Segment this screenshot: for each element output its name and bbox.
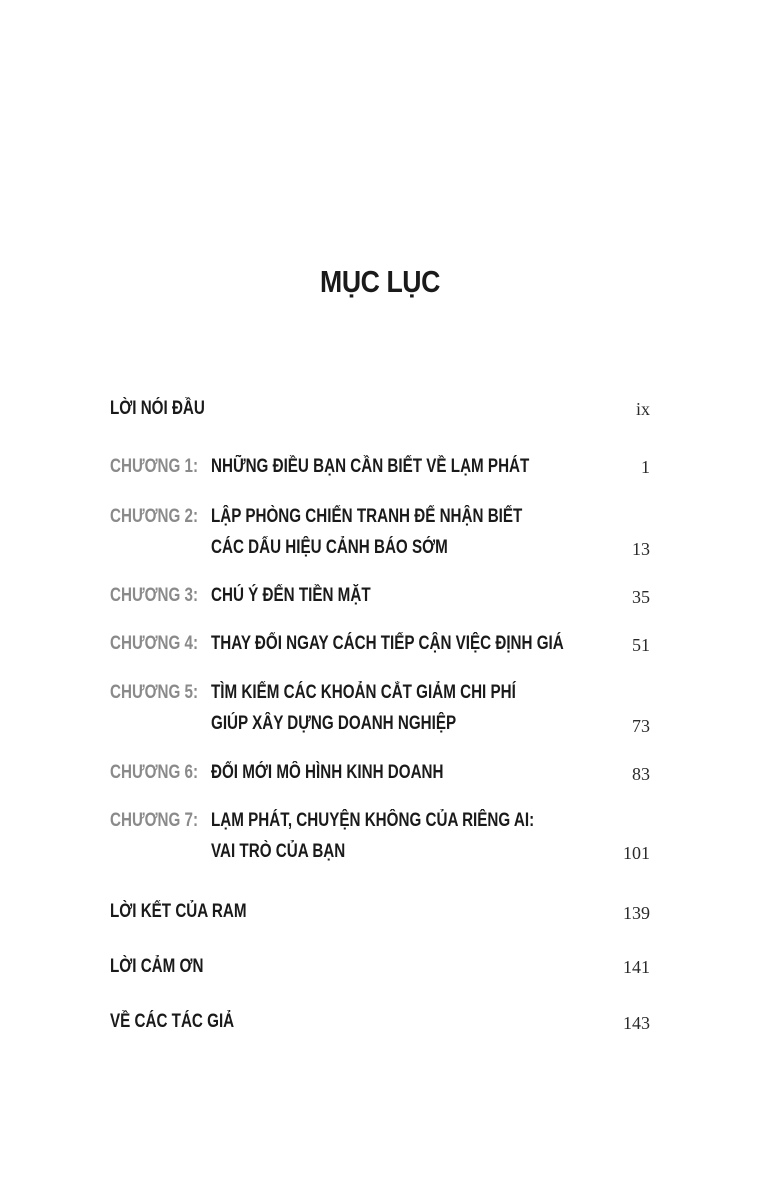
chapter-title-line: TÌM KIẾM CÁC KHOẢN CẮT GIẢM CHI PHÍ (211, 682, 516, 703)
chapter-title-line: VAI TRÒ CỦA BẠN (211, 841, 346, 862)
toc-entry-label: VỀ CÁC TÁC GIẢ (110, 1011, 235, 1032)
page-title: MỤC LỤC (320, 264, 440, 299)
chapter-prefix: CHƯƠNG 1: (110, 456, 199, 477)
chapter-title-line: CÁC DẤU HIỆU CẢNH BÁO SỚM (211, 537, 448, 558)
chapter-title-line: ĐỔI MỚI MÔ HÌNH KINH DOANH (211, 762, 444, 783)
toc-entry-page: 141 (623, 957, 650, 977)
chapter-title-line: LẠM PHÁT, CHUYỆN KHÔNG CỦA RIÊNG AI: (211, 810, 535, 831)
chapter-prefix: CHƯƠNG 2: (110, 506, 199, 527)
chapter-title-line: CHÚ Ý ĐẾN TIỀN MẶT (211, 585, 371, 606)
toc-entry-page: 51 (632, 635, 650, 655)
toc-entry-page: ix (635, 399, 650, 419)
chapter-title-line: THAY ĐỔI NGAY CÁCH TIẾP CẬN VIỆC ĐỊNH GIÁ (211, 633, 564, 654)
chapter-prefix: CHƯƠNG 4: (110, 633, 199, 654)
toc-entry-label: LỜI NÓI ĐẦU (110, 398, 205, 419)
toc-entry-page: 35 (632, 587, 650, 607)
toc-entry-page: 139 (623, 903, 650, 923)
chapter-title-line: LẬP PHÒNG CHIẾN TRANH ĐỂ NHẬN BIẾT (211, 506, 523, 527)
toc-entry-page: 83 (632, 764, 650, 784)
toc-entry-label: LỜI KẾT CỦA RAM (110, 901, 247, 922)
chapter-prefix: CHƯƠNG 7: (110, 810, 199, 831)
toc-entry-page: 13 (632, 539, 650, 559)
toc-entry-page: 143 (623, 1013, 650, 1033)
chapter-title-line: NHỮNG ĐIỀU BẠN CẦN BIẾT VỀ LẠM PHÁT (211, 456, 530, 477)
toc-entry-page: 1 (641, 457, 650, 477)
toc-entry-page: 101 (623, 843, 650, 863)
toc-entry-label: LỜI CẢM ƠN (110, 956, 204, 977)
chapter-prefix: CHƯƠNG 6: (110, 762, 199, 783)
toc-entry-page: 73 (632, 716, 650, 736)
chapter-title-line: GIÚP XÂY DỰNG DOANH NGHIỆP (211, 713, 457, 734)
chapter-prefix: CHƯƠNG 5: (110, 682, 199, 703)
chapter-prefix: CHƯƠNG 3: (110, 585, 199, 606)
